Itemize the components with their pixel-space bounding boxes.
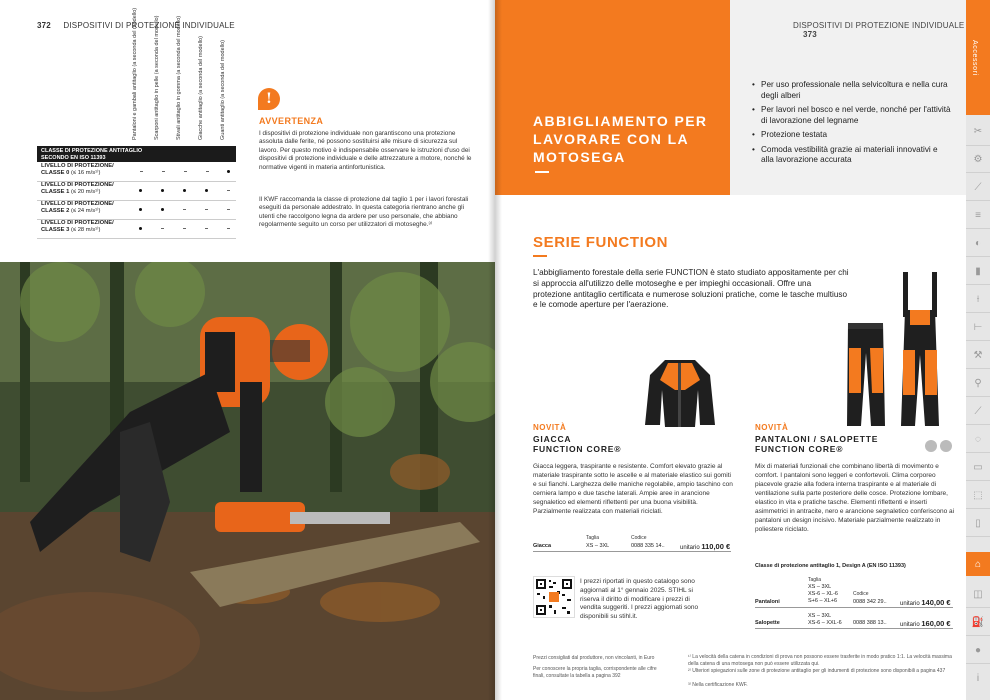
feature-item: • Comoda vestibilità grazie ai materiali innovativi e alla lavorazione accurata: [752, 145, 952, 166]
hero-title: ABBIGLIAMENTO PER LAVORARE CON LA MOTOSEGA: [533, 113, 708, 165]
price-value: 160,00 €: [921, 619, 951, 628]
table-row: [37, 163, 236, 182]
column-header: Scarponi antitaglio in pelle (a seconda del modello): [154, 15, 160, 140]
column-header: Guanti antitaglio (a seconda del modello): [220, 40, 226, 140]
row-speed: (≤ 16 m/s¹⁾): [70, 169, 101, 176]
row-level: LIVELLO DI PROTEZIONE/: [41, 182, 114, 188]
pants-image: [843, 318, 888, 428]
product-row-code: 0088 342 29..: [853, 599, 887, 605]
salopette-image: [895, 270, 945, 428]
product-row-item: [755, 620, 780, 626]
protection-class-note: Classe di protezione antitaglio 1, Design A (EN ISO 11393): [755, 563, 906, 569]
warning-paragraph: I dispositivi di protezione individuale non garantiscono una protezione assoluta dalle ferite, né possono sostituirsi alle misure di sicurezza sul lavoro. Per questo motivo è indispensabile osservare le istruzioni d'uso dei dispositivi di protezione individuale e delle attrezzature a motore, nonché le normative vigenti in materia antinfortunistica.: [259, 130, 472, 171]
product-row-size: XS – 3XL: [586, 543, 610, 549]
product-description: Giacca leggera, traspirante e resistente. Comfort elevato grazie al materiale traspirante sotto le ascelle e al materiale elastico sui gomiti e sui fianchi. Larghezza delle maniche regolabile, ampio taschino con cerniera lampo e due tasche laterali. Ampie aree in arancione segnaletico ed elementi riflettenti per una buona visibilità. Parzialmente realizzata con materiali riciclati.: [533, 463, 733, 515]
exclamation-icon: !: [258, 88, 280, 110]
item-name: Giacca: [533, 543, 552, 549]
serie-underline: [533, 255, 547, 257]
forest-worker-photo: [0, 262, 495, 700]
item-name: Salopette: [755, 620, 780, 626]
info-icon[interactable]: i: [976, 672, 980, 684]
product-price: [680, 542, 730, 551]
product-name-line: FUNCTION CORE®: [755, 444, 844, 454]
hedge-icon[interactable]: ≡: [975, 209, 981, 221]
battery-icon[interactable]: ▮: [975, 265, 981, 277]
table-row: [37, 182, 236, 201]
photo-illustration: [0, 262, 495, 700]
qr-code[interactable]: [533, 576, 575, 618]
product-name-line: PANTALONI / SALOPETTE: [755, 434, 879, 444]
pruner-icon[interactable]: ⟊: [976, 293, 980, 305]
price-label: unitario: [900, 601, 920, 607]
jacket-image: [640, 355, 720, 430]
price-notice: I prezzi riportati in questo catalogo sono aggiornati al 1° gennaio 2025. STIHL si riserva il diritto di modificare i prezzi di vendita suggeriti. I prezzi aggiornati sono disponibili su stihl.it.: [580, 578, 699, 621]
footnote: ³⁾ Nella certificazione KWF.: [688, 682, 748, 688]
warning-title: AVVERTENZA: [259, 116, 324, 126]
oil-icon[interactable]: ●: [974, 644, 982, 656]
row-level: LIVELLO DI PROTEZIONE/: [41, 220, 114, 226]
new-badge: NOVITÀ: [533, 423, 567, 432]
table-row: [37, 220, 236, 239]
hero-underline: [535, 171, 549, 173]
tool-icon[interactable]: ⚒: [973, 349, 983, 361]
size-label: Taglia: [808, 577, 822, 583]
row-class: CLASSE 0: [41, 169, 70, 176]
feature-list: [752, 80, 952, 170]
shield-icon: [940, 440, 952, 452]
mower-icon[interactable]: ⬚: [973, 489, 983, 501]
product-name-line: FUNCTION CORE®: [533, 444, 622, 454]
product-row-size: XS – 3XL XS-6 – XXL-6: [808, 613, 842, 626]
price-label: unitario: [900, 622, 920, 628]
price-value: 110,00 €: [701, 542, 731, 551]
feature-item: • Protezione testata: [752, 130, 952, 141]
row-class: CLASSE 1: [41, 188, 70, 195]
page-number: 373: [803, 30, 817, 39]
row-class: CLASSE 3: [41, 226, 70, 233]
row-level: LIVELLO DI PROTEZIONE/: [41, 163, 114, 169]
side-tab-label: Accessori: [971, 40, 978, 76]
product-row-size: XS – 3XL XS-6 – XL-6 S+6 – XL+6: [808, 584, 838, 604]
item-name: Pantaloni: [755, 599, 780, 605]
table-row: [37, 201, 236, 220]
product-name: [755, 434, 878, 454]
saw-icon[interactable]: ⚙: [973, 153, 983, 165]
product-description: Mix di materiali funzionali che combinano libertà di movimento e comfort. I pantaloni sono leggeri e confortevoli. Clima corporeo piacevole grazie alla fodera interna traspirante e al materiale di ventilazione sulla parte posteriore delle cosce. Protezione lombare, elastico in vita e pratiche tasche. Elementi riflettenti e inserti asimmetrici in antracite, nero e arancione segnaletico conferiscono ai pantaloni un design incisivo. Materiale parzialmente realizzato in poliestere riciclato.: [755, 463, 955, 533]
column-header: Pantaloni e gambali antitaglio (a seconda del modello): [132, 7, 138, 140]
column-header: Stivali antitaglio in gomma (a seconda del modello): [176, 15, 182, 140]
row-speed: (≤ 24 m/s¹⁾): [70, 207, 101, 214]
serie-title: SERIE FUNCTION: [533, 234, 669, 251]
product-price: [900, 598, 951, 607]
spray-icon[interactable]: ⚲: [974, 377, 982, 389]
price-value: 140,00 €: [921, 598, 951, 607]
product-row-item: [755, 599, 780, 605]
footnote: ²⁾ Ulteriori spiegazioni sulle zone di protezione antitaglio per gli indumenti di protezione sono disponibili a pagina 437: [688, 668, 946, 674]
page-number: 372: [37, 21, 51, 30]
code-label: Codice: [631, 535, 647, 541]
footnote: ¹⁾ La velocità della catena in condizioni di prova non possono essere trasferite in modo pratico 1:1. La velocità massima della catena di una motosega non può essere utilizzata qui.: [688, 654, 952, 667]
product-row-item: [533, 543, 551, 549]
product-price: [900, 619, 951, 628]
robot-mower-icon[interactable]: ▭: [973, 461, 983, 473]
table-header: [37, 146, 236, 162]
column-header: Giacche antitaglio (a seconda del modello): [198, 36, 204, 140]
warning-paragraph: Il KWF raccomanda la classe di protezione dal taglio 1 per i lavori forestali eseguiti da personale addestrato. In questa categoria rientrano anche gli utenti che raccolgono legna da ardere per uso personale, che abbiano regolarmente seguito un corso per utilizzatori di motoseghe.³⁾: [259, 196, 469, 229]
footnote: Prezzi consigliati dal produttore, non vincolanti, in Euro: [533, 655, 655, 661]
table-header-line: SECONDO EN ISO 11393: [41, 154, 106, 161]
row-level: LIVELLO DI PROTEZIONE/: [41, 201, 114, 207]
product-row-code: 0088 335 14..: [631, 543, 665, 549]
row-speed: (≤ 28 m/s¹⁾): [70, 226, 101, 233]
row-class: CLASSE 2: [41, 207, 70, 214]
code-label: Codice: [853, 591, 869, 597]
product-row-code: 0088 388 13..: [853, 620, 887, 626]
table-header-line: CLASSE DI PROTEZIONE ANTITAGLIO: [41, 148, 143, 154]
side-tab-accessori[interactable]: [966, 0, 990, 115]
page-gutter: [488, 0, 502, 700]
clothing-icon: ⌂: [974, 558, 982, 570]
vacuum-icon[interactable]: ◌: [975, 433, 981, 445]
running-header-right: [793, 21, 990, 39]
price-label: unitario: [680, 545, 700, 551]
fuel-icon[interactable]: ⛽: [971, 616, 985, 628]
chainsaw-icon[interactable]: ✂: [973, 125, 983, 137]
product-name-line: GIACCA: [533, 434, 572, 444]
pole-icon[interactable]: ⟋: [974, 405, 982, 417]
new-badge: NOVITÀ: [755, 423, 789, 432]
blower-icon[interactable]: ◐: [974, 237, 982, 249]
intro-paragraph: L'abbigliamento forestale della serie FUNCTION è stato studiato appositamente per chi si approccia all'utilizzo delle motoseghe e per impieghi occasionali. Offre una protezione antitaglio certificata e numerose soluzioni pratiche, come le tasche multiuso e le comode aperture per l'aerazione.: [533, 268, 849, 310]
phone-icon[interactable]: ▯: [975, 517, 981, 529]
product-name: [533, 434, 621, 454]
drill-icon[interactable]: ⊢: [973, 321, 983, 333]
feature-item: • Per lavori nel bosco e nel verde, nonché per l'attività di lavorazione del legname: [752, 105, 952, 126]
footnote: Per conoscere la propria taglia, corrispondente alle cifre finali, consultate la tabella a pagina 392: [533, 666, 657, 679]
section-title: DISPOSITIVI DI PROTEZIONE INDIVIDUALE: [793, 21, 965, 30]
certification-icon: [925, 440, 937, 452]
trimmer-icon[interactable]: ⟋: [974, 181, 982, 193]
feature-item: • Per uso professionale nella selvicoltura e nella cura degli alberi: [752, 80, 952, 101]
section-title: DISPOSITIVI DI PROTEZIONE INDIVIDUALE: [63, 21, 235, 30]
row-speed: (≤ 20 m/s¹⁾): [70, 188, 101, 195]
bag-icon[interactable]: ◫: [973, 588, 983, 600]
size-label: Taglia: [586, 535, 600, 541]
